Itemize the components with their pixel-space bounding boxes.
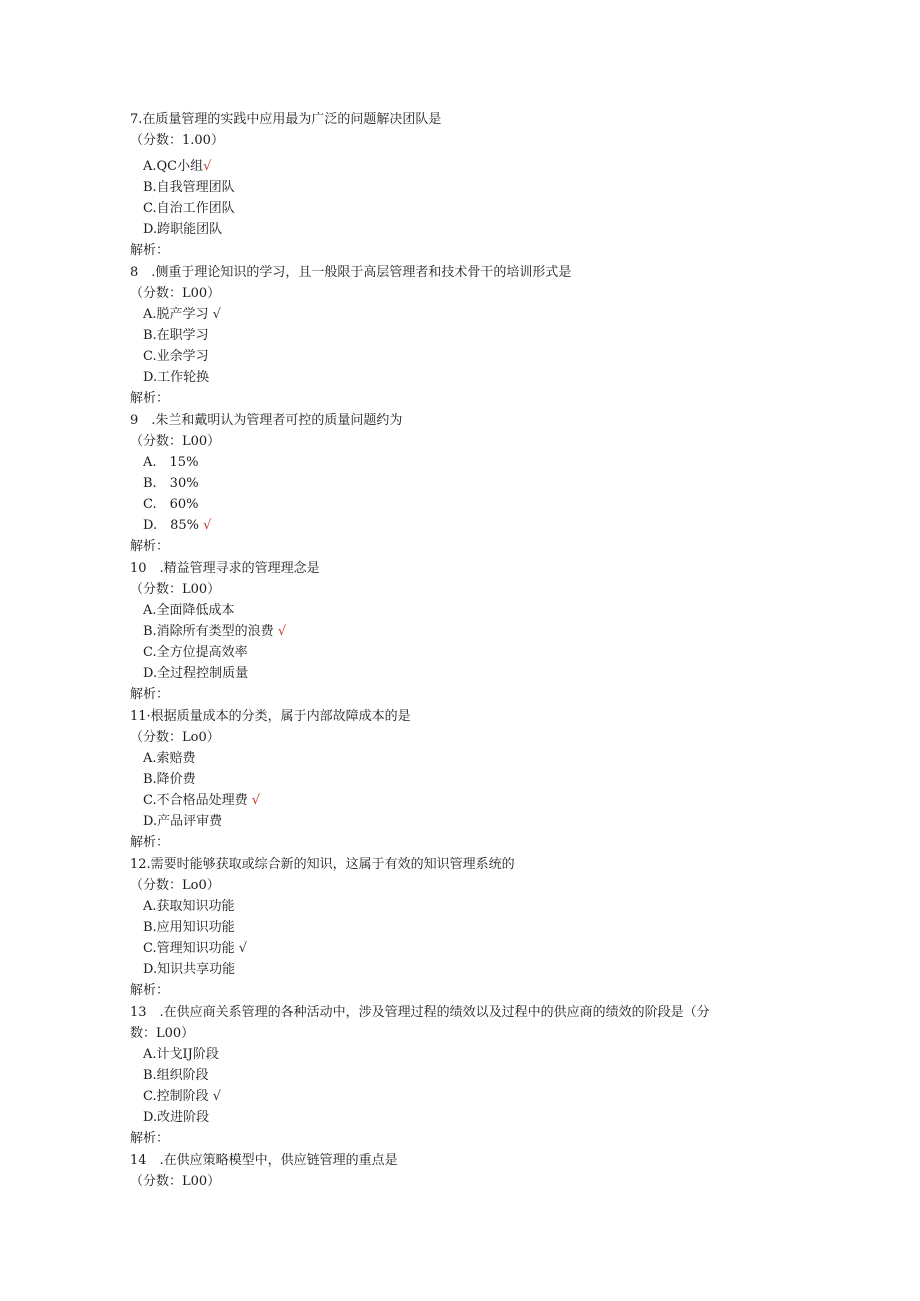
option-text: B.自我管理团队 [143, 180, 235, 195]
check-mark-icon: √ [238, 941, 248, 956]
option-text: A.索赔费 [143, 751, 196, 766]
option-text: A.计戈IJ阶段 [143, 1047, 219, 1062]
option [143, 306, 221, 324]
question-stem: 14 .在供应策略模型中，供应链管理的重点是 [130, 1153, 398, 1168]
option-text: A. 15% [143, 455, 199, 470]
option [143, 1088, 221, 1106]
option [143, 813, 222, 831]
option-text: C.控制阶段 [143, 1089, 209, 1104]
option [143, 602, 235, 620]
check-mark-icon: √ [277, 624, 287, 639]
check-mark-icon: √ [212, 1089, 222, 1104]
option [143, 1067, 209, 1085]
analysis-label: 解析： [130, 391, 170, 406]
option-text: D. 85% [143, 518, 199, 533]
analysis-label: 解析： [130, 243, 170, 258]
option [143, 348, 209, 366]
option [143, 200, 235, 218]
check-mark-icon: √ [251, 793, 261, 808]
option-text: D.跨职能团队 [143, 222, 223, 237]
option [143, 369, 209, 387]
option-text: A.全面降低成本 [143, 603, 235, 618]
option-text: C.自治工作团队 [143, 201, 235, 216]
analysis-label: 解析： [130, 539, 170, 554]
option-text: D.产品评审费 [143, 814, 223, 829]
option-text: B. 30% [143, 476, 199, 491]
option-text: D.全过程控制质量 [143, 666, 249, 681]
option-text: B.在职学习 [143, 328, 209, 343]
question-score: （分数：L00） [130, 286, 221, 301]
option [143, 919, 235, 937]
question-score: （分数：L00） [130, 582, 221, 597]
option [143, 961, 235, 979]
question-stem-continued: 数：L00） [130, 1026, 195, 1041]
option-text: C.全方位提高效率 [143, 645, 248, 660]
option [143, 792, 260, 810]
question-score: （分数：Lo0） [130, 730, 220, 745]
option-text: C.管理知识功能 [143, 941, 235, 956]
option-text: D.改进阶段 [143, 1110, 210, 1125]
check-mark-icon: √ [203, 159, 212, 174]
option [143, 221, 222, 239]
question-score: （分数：L00） [130, 1174, 221, 1189]
question-stem: 13 .在供应商关系管理的各种活动中，涉及管理过程的绩效以及过程中的供应商的绩效的阶段是（分 [130, 1005, 710, 1020]
question-score: （分数：Lo0） [130, 878, 220, 893]
option-text: C. 60% [143, 497, 199, 512]
question-score: （分数：1.00） [130, 133, 224, 148]
option [143, 644, 248, 662]
option [143, 623, 286, 641]
option [143, 1046, 219, 1064]
option [143, 517, 211, 535]
question-stem: 8 .侧重于理论知识的学习，且一般限于高层管理者和技术骨干的培训形式是 [130, 265, 572, 280]
option [143, 750, 196, 768]
analysis-label: 解析： [130, 983, 170, 998]
option-text: B.降价费 [143, 772, 196, 787]
option [143, 665, 248, 683]
option-text: A.QC小组 [143, 159, 204, 174]
option [143, 158, 211, 176]
question-stem: 7.在质量管理的实践中应用最为广泛的问题解决团队是 [130, 112, 442, 127]
option [143, 179, 235, 197]
analysis-label: 解析： [130, 687, 170, 702]
option [143, 940, 247, 958]
option-text: A.脱产学习 [143, 307, 209, 322]
option-text: D.工作轮换 [143, 370, 210, 385]
question-stem: 11·根据质量成本的分类，属于内部故障成本的是 [130, 709, 411, 724]
option-text: A.获取知识功能 [143, 899, 235, 914]
option-text: C.业余学习 [143, 349, 209, 364]
check-mark-icon: √ [203, 518, 212, 533]
option-text: B.消除所有类型的浪费 [143, 624, 274, 639]
question-stem: 9 .朱兰和戴明认为管理者可控的质量问题约为 [130, 413, 403, 428]
option [143, 454, 198, 472]
question-stem: 10 .精益管理寻求的管理理念是 [130, 561, 320, 576]
option [143, 327, 209, 345]
check-mark-icon: √ [212, 307, 221, 322]
analysis-label: 解析： [130, 835, 170, 850]
option [143, 475, 199, 493]
option-text: B.应用知识功能 [143, 920, 235, 935]
question-score: （分数：L00） [130, 434, 221, 449]
option-text: C.不合格品处理费 [143, 793, 248, 808]
option-text: B.组织阶段 [143, 1068, 209, 1083]
option [143, 898, 235, 916]
option [143, 771, 196, 789]
option-text: D.知识共享功能 [143, 962, 236, 977]
option [143, 1109, 209, 1127]
analysis-label: 解析： [130, 1131, 170, 1146]
question-stem: 12.需要时能够获取或综合新的知识，这属于有效的知识管理系统的 [130, 857, 515, 872]
option [143, 496, 199, 514]
